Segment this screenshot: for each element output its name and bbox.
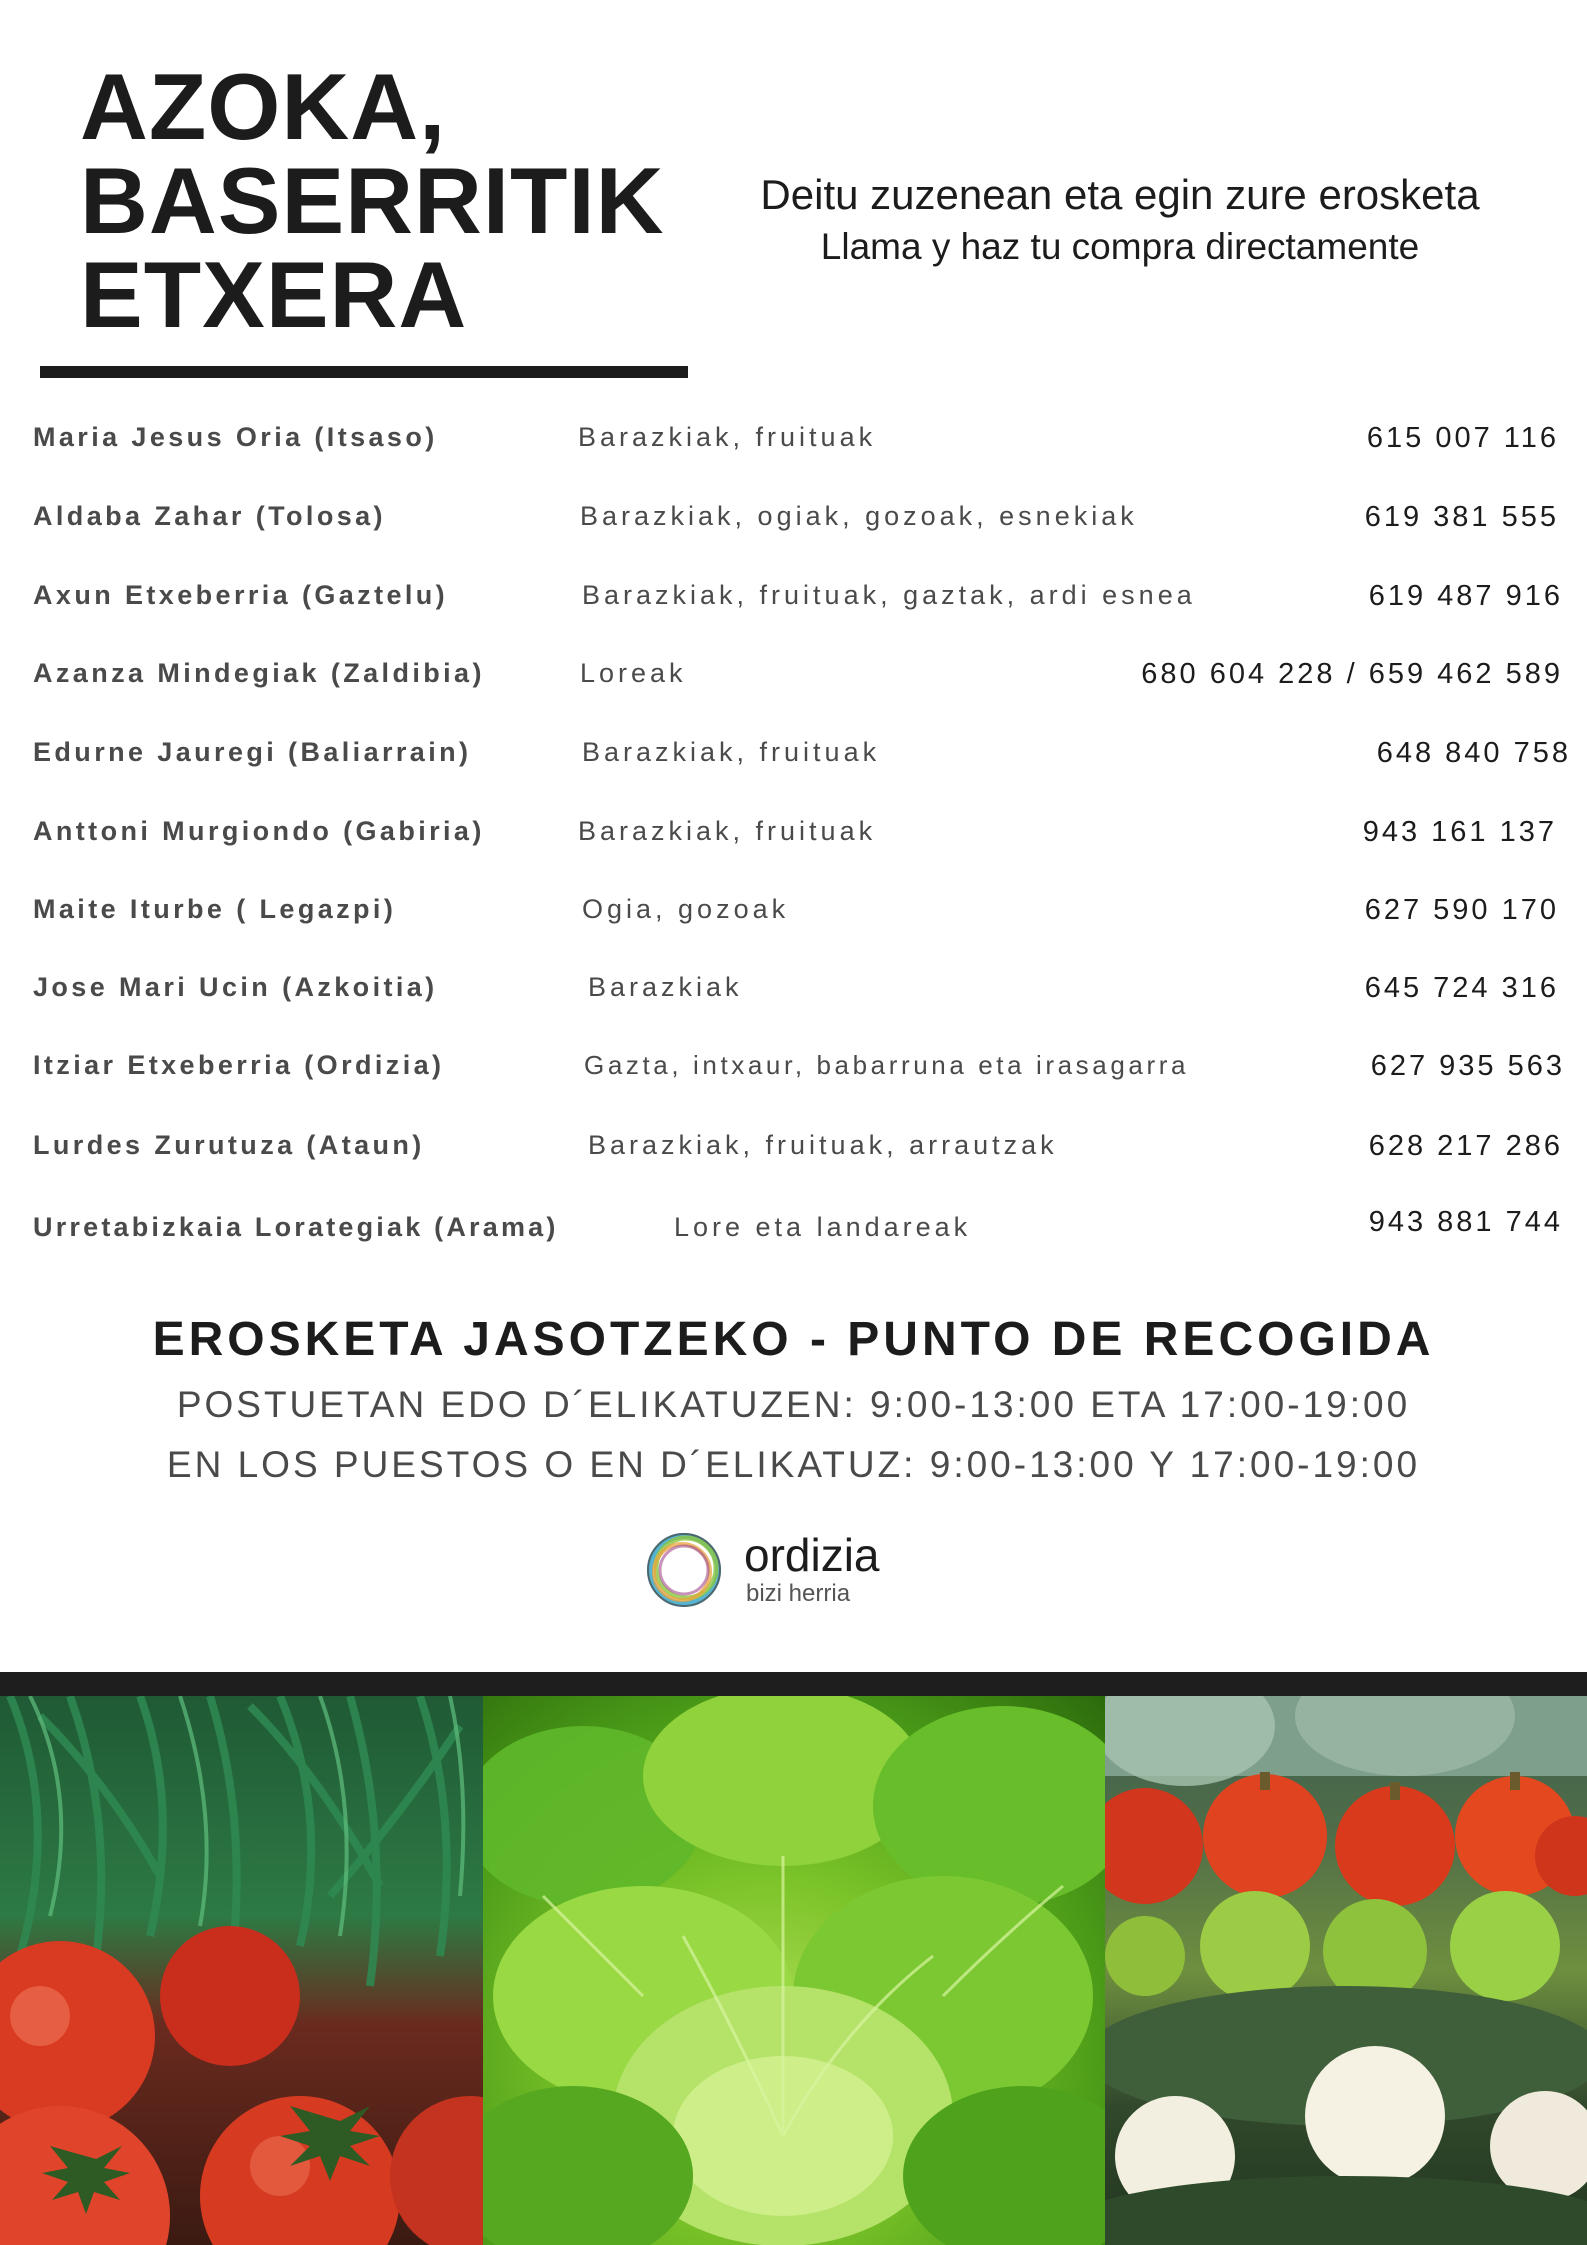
title-underline — [40, 366, 688, 378]
tomatoes-photo — [0, 1696, 483, 2245]
subtitle-spanish: Llama y haz tu compra directamente — [820, 226, 1420, 267]
ordizia-logo — [636, 1524, 896, 1616]
vendor-phone[interactable]: 615 007 116 — [1366, 422, 1559, 454]
vendor-row — [0, 1050, 1587, 1090]
vendor-products: Barazkiak, ogiak, gozoak, esnekiak — [580, 501, 1138, 531]
vendor-products: Lore eta landareak — [674, 1212, 972, 1242]
title-line-1: AZOKA, — [80, 54, 447, 159]
vendor-name: Urretabizkaia Lorategiak (Arama) — [33, 1212, 559, 1242]
vendor-phone[interactable]: 627 590 170 — [1364, 894, 1559, 926]
photo-top-strip — [0, 1672, 1587, 1696]
vendor-phone[interactable]: 680 604 228 / 659 462 589 — [1141, 658, 1563, 690]
vendor-name: Itziar Etxeberria (Ordizia) — [33, 1050, 445, 1080]
pickup-heading: EROSKETA JASOTZEKO - PUNTO DE RECOGIDA — [152, 1313, 1435, 1366]
vendor-row — [0, 501, 1587, 541]
lettuce-photo — [483, 1696, 1105, 2245]
vendor-row — [0, 894, 1587, 934]
vendor-phone[interactable]: 628 217 286 — [1368, 1130, 1563, 1162]
title-line-3: ETXERA — [80, 242, 468, 347]
vendor-products: Ogia, gozoak — [582, 894, 790, 924]
vendor-name: Edurne Jauregi (Baliarrain) — [33, 737, 472, 767]
vendor-row — [0, 737, 1587, 777]
vendor-products: Barazkiak, fruituak — [578, 422, 877, 452]
pumpkins-cauliflower-photo — [1105, 1696, 1587, 2245]
vendor-phone[interactable]: 943 881 744 — [1368, 1206, 1563, 1238]
vendor-name: Axun Etxeberria (Gaztelu) — [33, 580, 449, 610]
vendor-name: Maria Jesus Oria (Itsaso) — [33, 422, 438, 452]
pickup-hours-basque: POSTUETAN EDO D´ELIKATUZEN: 9:00-13:00 ETA 17:00-19:00 — [176, 1384, 1411, 1425]
vendor-row — [0, 816, 1587, 856]
vendor-phone[interactable]: 645 724 316 — [1364, 972, 1559, 1004]
vendor-name: Anttoni Murgiondo (Gabiria) — [33, 816, 485, 846]
page-title — [80, 54, 665, 347]
pickup-hours-spanish: EN LOS PUESTOS O EN D´ELIKATUZ: 9:00-13:00 Y 17:00-19:00 — [166, 1444, 1421, 1485]
vendor-row — [0, 422, 1587, 462]
vendor-products: Gazta, intxaur, babarruna eta irasagarra — [584, 1050, 1190, 1080]
vendor-row — [0, 1206, 1587, 1252]
vendor-products: Barazkiak, fruituak — [578, 816, 877, 846]
vendor-phone[interactable]: 619 487 916 — [1368, 580, 1563, 612]
vendor-row — [0, 580, 1587, 620]
vendor-name: Azanza Mindegiak (Zaldibia) — [33, 658, 485, 688]
ring-logo-icon — [636, 1524, 732, 1616]
vendor-name: Jose Mari Ucin (Azkoitia) — [33, 972, 438, 1002]
vendor-phone[interactable]: 619 381 555 — [1364, 501, 1559, 533]
vendor-row — [0, 1130, 1587, 1170]
vendor-phone[interactable]: 627 935 563 — [1370, 1050, 1565, 1082]
vendor-name: Aldaba Zahar (Tolosa) — [33, 501, 386, 531]
subtitle — [700, 168, 1540, 272]
logo-tagline: bizi herria — [746, 1580, 851, 1607]
vendor-products: Barazkiak, fruituak, arrautzak — [588, 1130, 1058, 1160]
vendor-phone[interactable]: 648 840 758 — [1376, 737, 1571, 769]
vendor-name: Lurdes Zurutuza (Ataun) — [33, 1130, 425, 1160]
vendor-products: Barazkiak, fruituak, gaztak, ardi esnea — [582, 580, 1196, 610]
vendor-products: Barazkiak, fruituak — [582, 737, 881, 767]
vendor-row — [0, 658, 1587, 698]
title-line-2: BASERRITIK — [80, 148, 665, 253]
vendor-products: Loreak — [580, 658, 687, 688]
vendor-products: Barazkiak — [588, 972, 743, 1002]
vendor-name: Maite Iturbe ( Legazpi) — [33, 894, 397, 924]
logo-name: ordizia — [744, 1529, 880, 1581]
vendor-row — [0, 972, 1587, 1012]
subtitle-basque: Deitu zuzenean eta egin zure erosketa — [760, 171, 1480, 218]
vendor-phone[interactable]: 943 161 137 — [1362, 816, 1557, 848]
